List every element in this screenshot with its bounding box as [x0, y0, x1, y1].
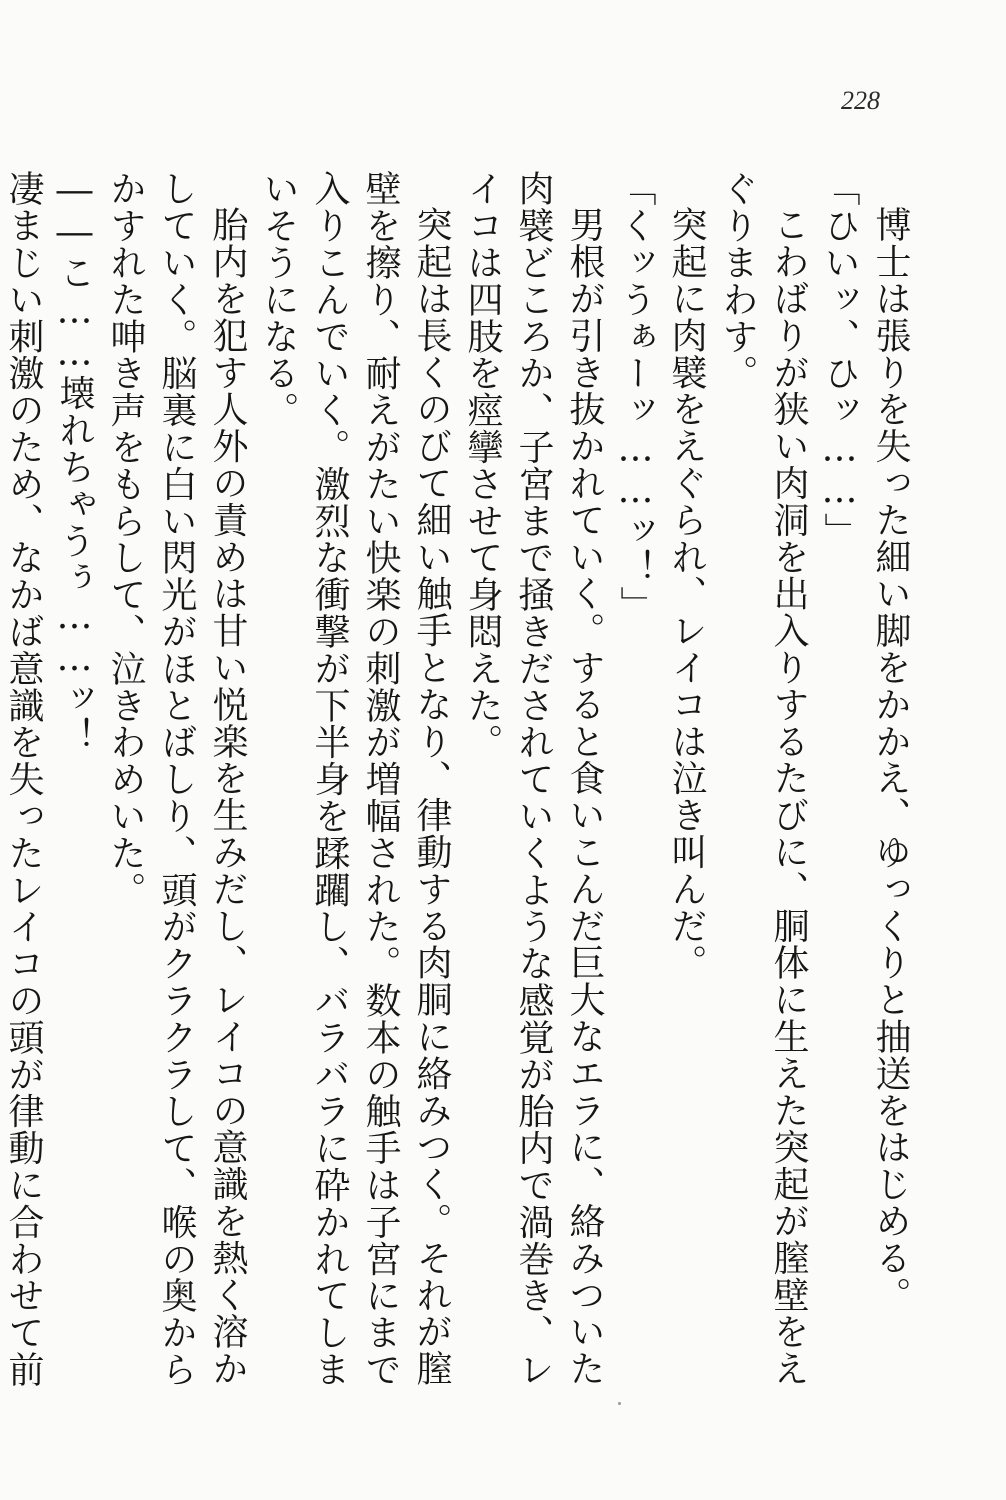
paragraph: 突起に肉襞をえぐられ、レイコは泣き叫んだ。	[666, 206, 707, 981]
scan-speck	[618, 1402, 621, 1405]
paragraph: 胎内を犯す人外の責めは甘い悦楽を生みだし、レイコの意識を熱く溶かしていく。脳裏に白い閃光がほとばしり、頭がクラクラして、喉の奥からかすれた呻き声をもらして、泣きわめいた。	[105, 170, 248, 1388]
dialogue-line: 「くッうぁーッ……ッ！」	[615, 170, 656, 623]
paragraph: 突起は長くのびて細い触手となり、律動する肉胴に絡みつく。それが膣壁を擦り、耐えがたい快楽の刺激が増幅された。数本の触手は子宮にまで入りこんでいく。激烈な衝撃が下半身を蹂躙し、バラバラに砕かれてしまいそうになる。	[258, 170, 452, 1388]
page-number: 228	[841, 86, 880, 115]
paragraph: 凄まじい刺激のため、なかば意識を失ったレイコの頭が律動に合わせて前	[3, 170, 44, 1388]
paragraph: 男根が引き抜かれていく。すると食いこんだ巨大なエラに、絡みついた肉襞どころか、子宮まで掻きだされていくような感覚が胎内で渦巻き、レイコは四肢を痙攣させて身悶えた。	[462, 170, 605, 1388]
paragraph: こわばりが狭い肉洞を出入りするたびに、胴体に生えた突起が膣壁をえぐりまわす。	[717, 170, 809, 1387]
paragraph: 博士は張りを失った細い脚をかかえ、ゆっくりと抽送をはじめる。	[870, 206, 911, 1313]
inner-thought-line: ――こ……壊れちゃうぅ……ッ！	[54, 170, 95, 754]
vertical-text-body	[0, 170, 916, 1400]
dialogue-line: 「ひいッ、ひッ……」	[819, 170, 860, 549]
